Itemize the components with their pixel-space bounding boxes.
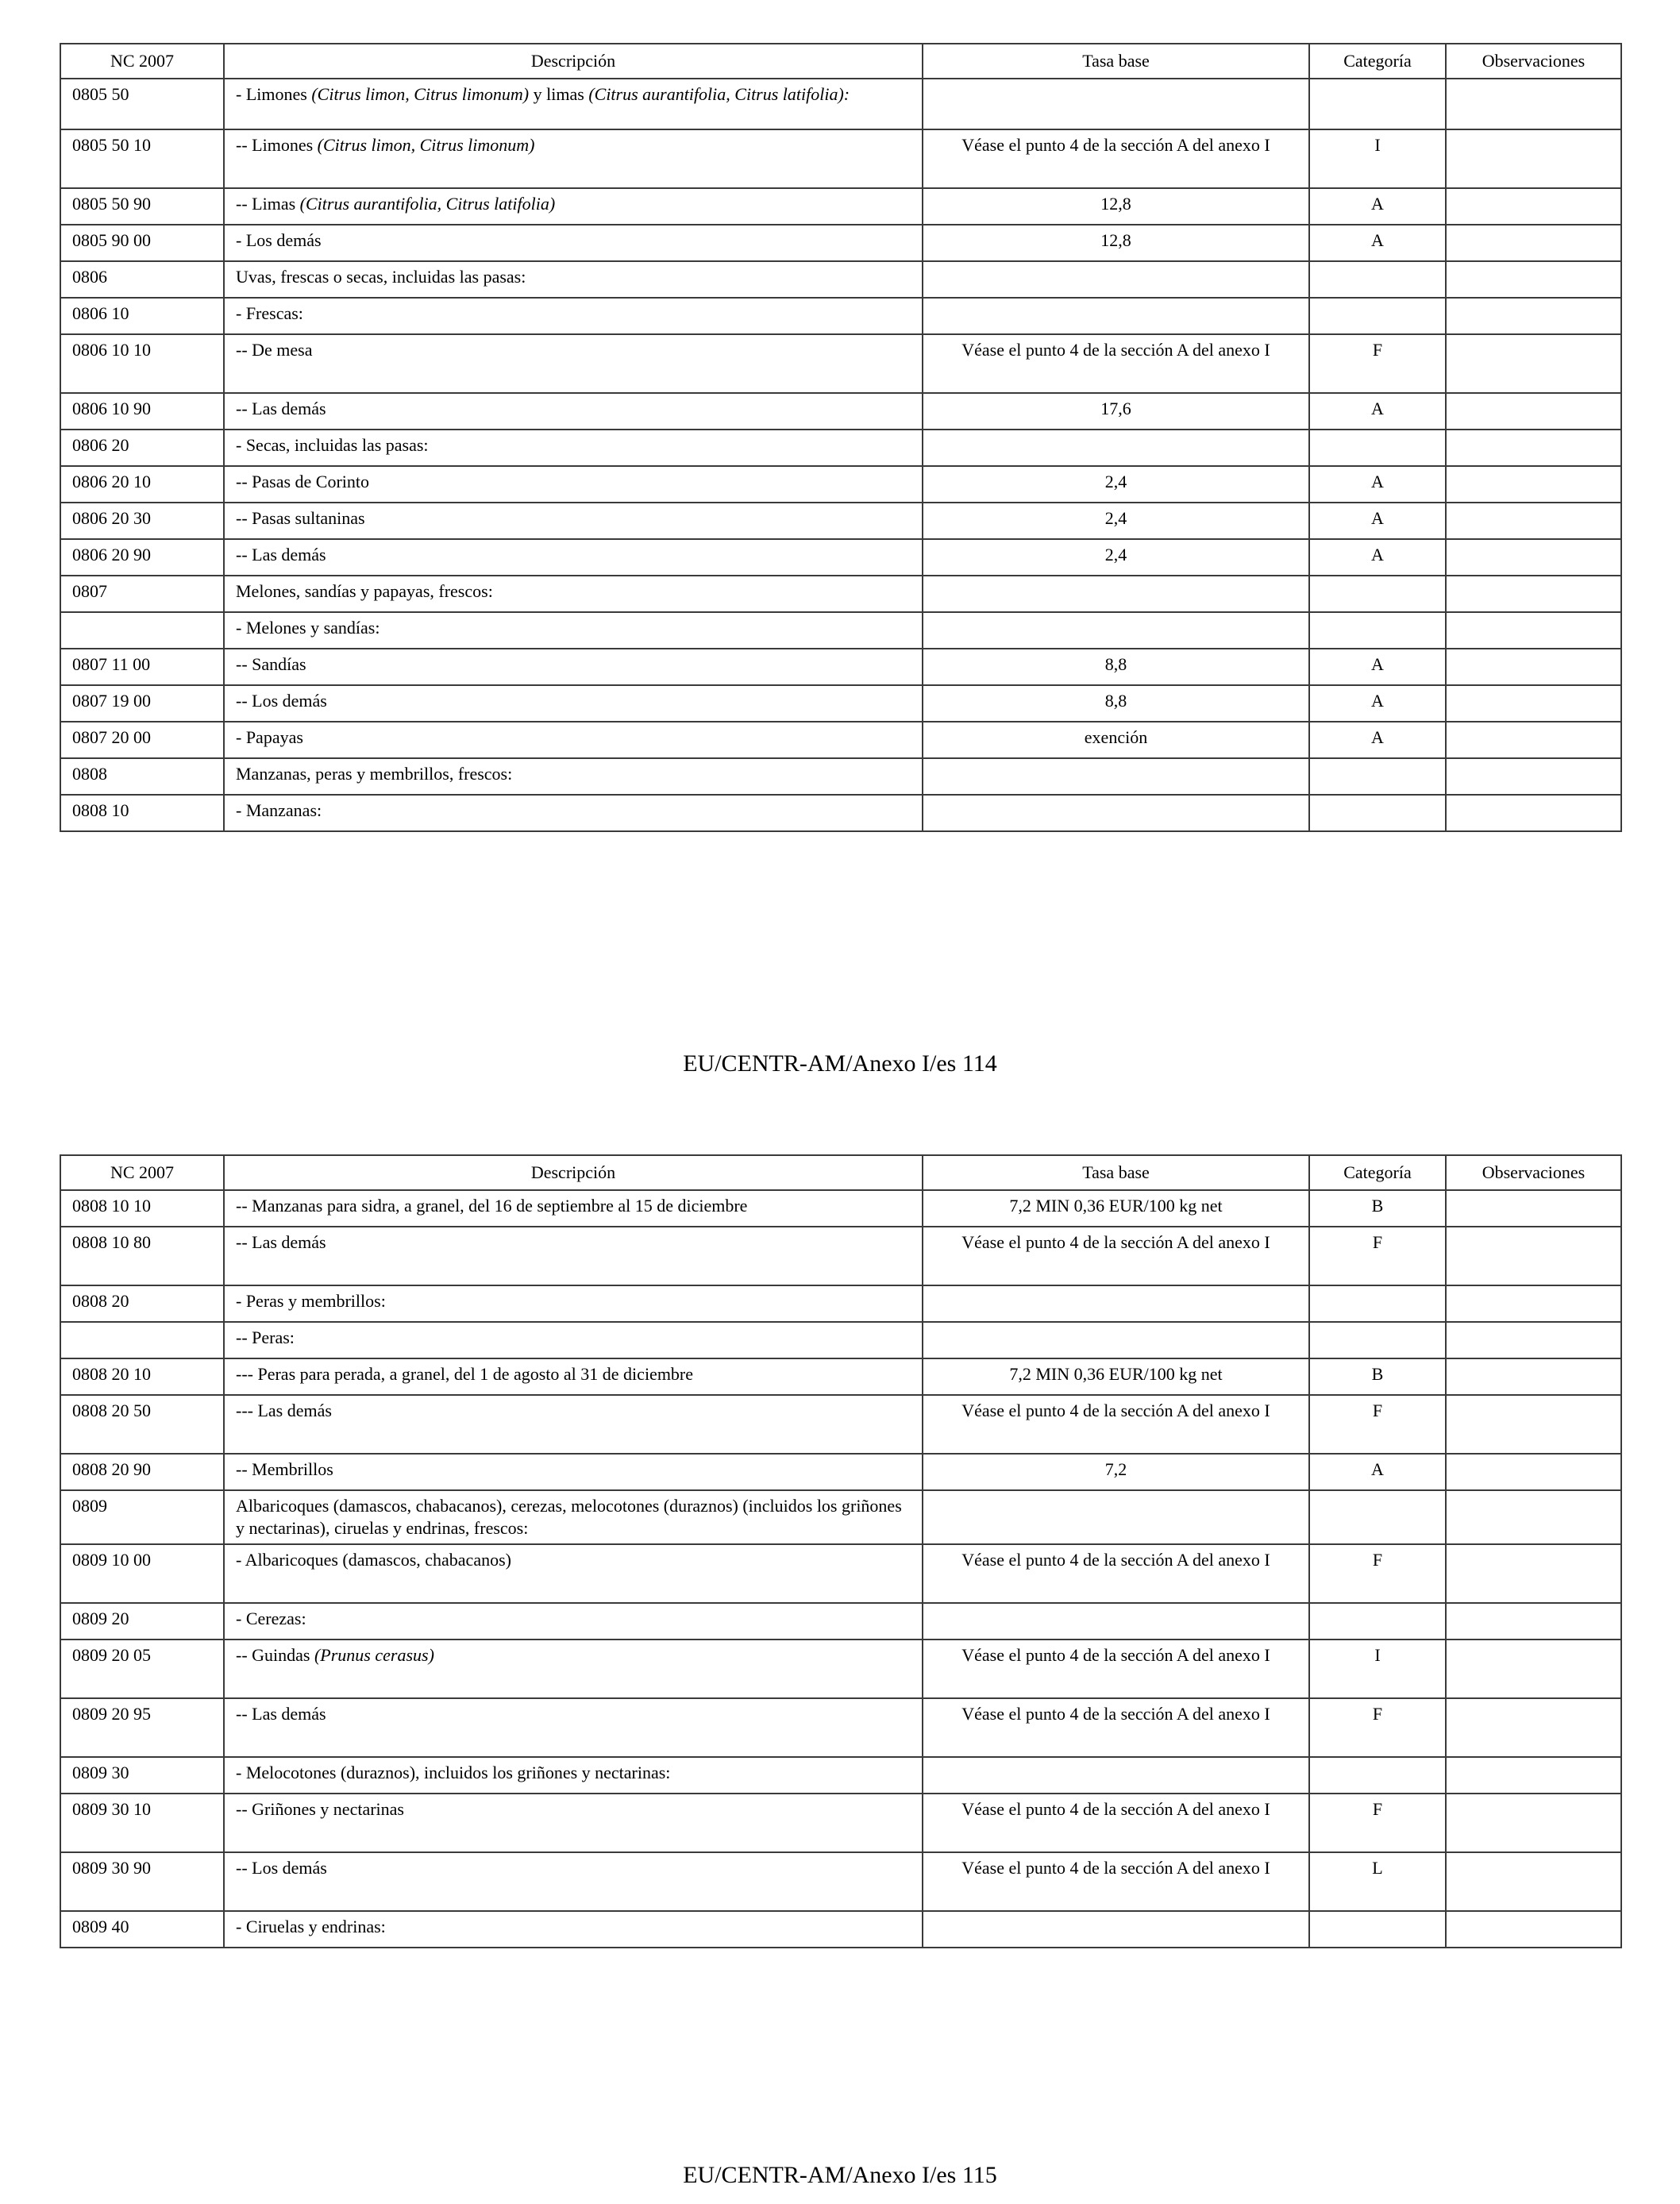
cell-nc-code: 0806 20 <box>60 430 224 466</box>
cell-description <box>224 225 923 261</box>
table-row <box>60 466 1621 503</box>
cell-base-rate: 2,4 <box>923 503 1309 539</box>
cell-observations <box>1446 503 1621 539</box>
cell-category <box>1309 79 1446 129</box>
cell-nc-code: 0807 <box>60 576 224 612</box>
description-text: - Cerezas: <box>236 1609 306 1628</box>
cell-nc-code: 0805 50 10 <box>60 129 224 188</box>
cell-observations <box>1446 1227 1621 1285</box>
cell-observations <box>1446 1395 1621 1454</box>
cell-category: A <box>1309 685 1446 722</box>
cell-base-rate: exención <box>923 722 1309 758</box>
table-row <box>60 393 1621 430</box>
cell-observations <box>1446 1757 1621 1794</box>
description-text: -- Guindas <box>236 1645 314 1665</box>
cell-base-rate: 2,4 <box>923 539 1309 576</box>
cell-description <box>224 1395 923 1454</box>
cell-base-rate: Véase el punto 4 de la sección A del anexo I <box>923 1395 1309 1454</box>
cell-description <box>224 1190 923 1227</box>
cell-category: F <box>1309 1227 1446 1285</box>
cell-category <box>1309 576 1446 612</box>
cell-category: A <box>1309 503 1446 539</box>
cell-base-rate <box>923 1285 1309 1322</box>
description-text: Manzanas, peras y membrillos, frescos: <box>236 764 513 784</box>
description-text: -- Manzanas para sidra, a granel, del 16 de septiembre al 15 de diciembre <box>236 1196 748 1216</box>
cell-category: B <box>1309 1190 1446 1227</box>
cell-base-rate <box>923 576 1309 612</box>
cell-nc-code: 0809 20 <box>60 1603 224 1640</box>
table-row <box>60 649 1621 685</box>
cell-category <box>1309 1911 1446 1948</box>
table-row <box>60 1227 1621 1285</box>
cell-nc-code: 0809 20 95 <box>60 1698 224 1757</box>
cell-description <box>224 612 923 649</box>
cell-category: B <box>1309 1358 1446 1395</box>
table-row <box>60 1490 1621 1544</box>
table-row <box>60 1640 1621 1698</box>
cell-description <box>224 649 923 685</box>
cell-description <box>224 1322 923 1358</box>
description-text: --- Las demás <box>236 1401 332 1420</box>
cell-description <box>224 795 923 831</box>
description-text: Albaricoques (damascos, chabacanos), cerezas, melocotones (duraznos) (incluidos los griñones y nectarinas), ciruelas y endrinas, frescos: <box>236 1496 902 1538</box>
cell-category: F <box>1309 1794 1446 1852</box>
table-row <box>60 188 1621 225</box>
cell-category <box>1309 1490 1446 1544</box>
cell-nc-code: 0808 10 <box>60 795 224 831</box>
cell-observations <box>1446 758 1621 795</box>
description-text: --- Peras para perada, a granel, del 1 de agosto al 31 de diciembre <box>236 1364 694 1384</box>
table-row <box>60 129 1621 188</box>
description-text: - Los demás <box>236 230 322 250</box>
header-description: Descripción <box>224 44 923 79</box>
cell-nc-code: 0808 10 80 <box>60 1227 224 1285</box>
cell-description <box>224 722 923 758</box>
description-text: - Melocotones (duraznos), incluidos los griñones y nectarinas: <box>236 1763 671 1782</box>
table-row <box>60 79 1621 129</box>
header-observations: Observaciones <box>1446 44 1621 79</box>
cell-category: I <box>1309 1640 1446 1698</box>
cell-observations <box>1446 1640 1621 1698</box>
cell-nc-code: 0809 30 10 <box>60 1794 224 1852</box>
cell-base-rate: 7,2 <box>923 1454 1309 1490</box>
cell-category: A <box>1309 1454 1446 1490</box>
description-text: Uvas, frescas o secas, incluidas las pasas: <box>236 267 526 287</box>
cell-base-rate <box>923 298 1309 334</box>
cell-nc-code: 0809 20 05 <box>60 1640 224 1698</box>
cell-observations <box>1446 722 1621 758</box>
cell-observations <box>1446 79 1621 129</box>
description-text: -- Griñones y nectarinas <box>236 1799 404 1819</box>
cell-observations <box>1446 1322 1621 1358</box>
description-text: Melones, sandías y papayas, frescos: <box>236 581 493 601</box>
cell-description <box>224 129 923 188</box>
table-row <box>60 298 1621 334</box>
cell-category: L <box>1309 1852 1446 1911</box>
cell-observations <box>1446 1794 1621 1852</box>
table-row <box>60 225 1621 261</box>
cell-description <box>224 1490 923 1544</box>
cell-description <box>224 334 923 393</box>
cell-nc-code <box>60 612 224 649</box>
header-category: Categoría <box>1309 1155 1446 1190</box>
table-row <box>60 539 1621 576</box>
description-text: - Secas, incluidas las pasas: <box>236 435 429 455</box>
cell-description <box>224 79 923 129</box>
cell-observations <box>1446 1358 1621 1395</box>
page-footer: EU/CENTR-AM/Anexo I/es 115 <box>683 2162 997 2188</box>
cell-description <box>224 1454 923 1490</box>
cell-base-rate <box>923 1603 1309 1640</box>
description-text: -- Sandías <box>236 654 306 674</box>
cell-base-rate <box>923 1322 1309 1358</box>
description-text: - Albaricoques (damascos, chabacanos) <box>236 1550 511 1570</box>
header-observations: Observaciones <box>1446 1155 1621 1190</box>
cell-category: F <box>1309 1698 1446 1757</box>
cell-description <box>224 1852 923 1911</box>
cell-nc-code <box>60 1322 224 1358</box>
cell-base-rate <box>923 1490 1309 1544</box>
cell-description <box>224 576 923 612</box>
description-text: - Papayas <box>236 727 303 747</box>
cell-nc-code: 0809 <box>60 1490 224 1544</box>
cell-nc-code: 0806 10 90 <box>60 393 224 430</box>
cell-base-rate: Véase el punto 4 de la sección A del anexo I <box>923 1698 1309 1757</box>
cell-description <box>224 1757 923 1794</box>
cell-base-rate <box>923 795 1309 831</box>
cell-observations <box>1446 188 1621 225</box>
description-text: -- Las demás <box>236 1232 326 1252</box>
cell-nc-code: 0808 20 50 <box>60 1395 224 1454</box>
table-row <box>60 1322 1621 1358</box>
table-row <box>60 1358 1621 1395</box>
cell-observations <box>1446 430 1621 466</box>
cell-observations <box>1446 685 1621 722</box>
header-rate: Tasa base <box>923 1155 1309 1190</box>
cell-category <box>1309 758 1446 795</box>
cell-base-rate: Véase el punto 4 de la sección A del anexo I <box>923 1544 1309 1603</box>
cell-category <box>1309 298 1446 334</box>
table-row <box>60 1698 1621 1757</box>
tariff-table <box>60 1154 1622 1948</box>
cell-category: A <box>1309 393 1446 430</box>
cell-observations <box>1446 649 1621 685</box>
cell-base-rate: 12,8 <box>923 188 1309 225</box>
cell-category: A <box>1309 188 1446 225</box>
cell-base-rate: Véase el punto 4 de la sección A del anexo I <box>923 1640 1309 1698</box>
table-row <box>60 1603 1621 1640</box>
cell-category <box>1309 1285 1446 1322</box>
cell-category: A <box>1309 466 1446 503</box>
cell-base-rate <box>923 1911 1309 1948</box>
cell-description <box>224 1603 923 1640</box>
cell-category <box>1309 261 1446 298</box>
cell-observations <box>1446 1603 1621 1640</box>
description-text: - Peras y membrillos: <box>236 1291 386 1311</box>
cell-nc-code: 0806 10 <box>60 298 224 334</box>
table-row <box>60 1757 1621 1794</box>
cell-nc-code: 0805 50 <box>60 79 224 129</box>
cell-nc-code: 0809 40 <box>60 1911 224 1948</box>
table-row <box>60 1544 1621 1603</box>
cell-nc-code: 0806 10 10 <box>60 334 224 393</box>
cell-description <box>224 393 923 430</box>
cell-observations <box>1446 1911 1621 1948</box>
cell-description <box>224 539 923 576</box>
cell-base-rate <box>923 261 1309 298</box>
cell-observations <box>1446 129 1621 188</box>
cell-description <box>224 1698 923 1757</box>
table-row <box>60 795 1621 831</box>
table-header-row <box>60 1155 1621 1190</box>
cell-nc-code: 0808 20 90 <box>60 1454 224 1490</box>
cell-category <box>1309 1322 1446 1358</box>
table-row <box>60 1794 1621 1852</box>
cell-description <box>224 430 923 466</box>
cell-observations <box>1446 1490 1621 1544</box>
cell-category: F <box>1309 1395 1446 1454</box>
header-nc: NC 2007 <box>60 44 224 79</box>
header-rate: Tasa base <box>923 44 1309 79</box>
table-row <box>60 1454 1621 1490</box>
cell-nc-code: 0809 10 00 <box>60 1544 224 1603</box>
cell-category <box>1309 795 1446 831</box>
page-footer: EU/CENTR-AM/Anexo I/es 114 <box>683 1050 997 1077</box>
cell-base-rate: Véase el punto 4 de la sección A del anexo I <box>923 1852 1309 1911</box>
table-row <box>60 1395 1621 1454</box>
description-text: y limas <box>529 84 589 104</box>
cell-base-rate: Véase el punto 4 de la sección A del anexo I <box>923 1794 1309 1852</box>
cell-observations <box>1446 539 1621 576</box>
cell-nc-code: 0805 50 90 <box>60 188 224 225</box>
description-text: -- Las demás <box>236 545 326 564</box>
cell-nc-code: 0807 11 00 <box>60 649 224 685</box>
scientific-name: (Citrus aurantifolia, Citrus latifolia): <box>588 84 850 104</box>
cell-description <box>224 1285 923 1322</box>
cell-nc-code: 0809 30 90 <box>60 1852 224 1911</box>
table-row <box>60 1911 1621 1948</box>
cell-nc-code: 0806 20 10 <box>60 466 224 503</box>
description-text: - Limones <box>236 84 312 104</box>
description-text: -- Limones <box>236 135 318 155</box>
cell-nc-code: 0808 <box>60 758 224 795</box>
cell-base-rate <box>923 758 1309 795</box>
scientific-name: (Citrus limon, Citrus limonum) <box>311 84 530 104</box>
cell-nc-code: 0808 20 <box>60 1285 224 1322</box>
cell-base-rate: 17,6 <box>923 393 1309 430</box>
description-text: -- Membrillos <box>236 1459 333 1479</box>
cell-description <box>224 758 923 795</box>
description-text: - Melones y sandías: <box>236 618 380 638</box>
cell-description <box>224 685 923 722</box>
table-row <box>60 685 1621 722</box>
cell-base-rate: 12,8 <box>923 225 1309 261</box>
cell-observations <box>1446 1544 1621 1603</box>
cell-base-rate <box>923 430 1309 466</box>
cell-base-rate: Véase el punto 4 de la sección A del anexo I <box>923 129 1309 188</box>
description-text: -- Los demás <box>236 691 327 711</box>
header-category: Categoría <box>1309 44 1446 79</box>
table-header-row <box>60 44 1621 79</box>
cell-base-rate: 7,2 MIN 0,36 EUR/100 kg net <box>923 1358 1309 1395</box>
cell-description <box>224 1544 923 1603</box>
cell-base-rate <box>923 79 1309 129</box>
cell-nc-code: 0808 10 10 <box>60 1190 224 1227</box>
header-nc: NC 2007 <box>60 1155 224 1190</box>
cell-category <box>1309 612 1446 649</box>
cell-description <box>224 298 923 334</box>
scientific-name: (Citrus limon, Citrus limonum) <box>317 135 535 155</box>
cell-observations <box>1446 466 1621 503</box>
header-description: Descripción <box>224 1155 923 1190</box>
cell-category <box>1309 1757 1446 1794</box>
cell-description <box>224 1640 923 1698</box>
cell-observations <box>1446 1285 1621 1322</box>
table-row <box>60 1190 1621 1227</box>
cell-category: F <box>1309 1544 1446 1603</box>
cell-category: I <box>1309 129 1446 188</box>
cell-observations <box>1446 576 1621 612</box>
cell-description <box>224 466 923 503</box>
description-text: -- Pasas de Corinto <box>236 472 370 491</box>
cell-nc-code: 0806 <box>60 261 224 298</box>
description-text: -- Los demás <box>236 1858 327 1878</box>
table-row <box>60 1852 1621 1911</box>
cell-category: F <box>1309 334 1446 393</box>
cell-observations <box>1446 225 1621 261</box>
table-row <box>60 334 1621 393</box>
cell-observations <box>1446 393 1621 430</box>
description-text: -- Limas <box>236 194 300 214</box>
cell-observations <box>1446 1852 1621 1911</box>
cell-category: A <box>1309 649 1446 685</box>
cell-base-rate: Véase el punto 4 de la sección A del anexo I <box>923 1227 1309 1285</box>
table-row <box>60 1285 1621 1322</box>
cell-description <box>224 503 923 539</box>
tariff-table <box>60 43 1622 832</box>
cell-nc-code: 0805 90 00 <box>60 225 224 261</box>
cell-observations <box>1446 261 1621 298</box>
cell-category: A <box>1309 225 1446 261</box>
cell-base-rate: 8,8 <box>923 649 1309 685</box>
cell-category: A <box>1309 722 1446 758</box>
table-row <box>60 261 1621 298</box>
table-row <box>60 612 1621 649</box>
description-text: -- Las demás <box>236 399 326 418</box>
cell-description <box>224 1358 923 1395</box>
cell-base-rate: 7,2 MIN 0,36 EUR/100 kg net <box>923 1190 1309 1227</box>
cell-category <box>1309 430 1446 466</box>
table-row <box>60 430 1621 466</box>
scientific-name: (Prunus cerasus) <box>314 1645 434 1665</box>
cell-nc-code: 0809 30 <box>60 1757 224 1794</box>
table-row <box>60 758 1621 795</box>
cell-category: A <box>1309 539 1446 576</box>
description-text: -- Peras: <box>236 1327 295 1347</box>
cell-description <box>224 1794 923 1852</box>
cell-observations <box>1446 1698 1621 1757</box>
cell-nc-code: 0807 19 00 <box>60 685 224 722</box>
cell-observations <box>1446 298 1621 334</box>
cell-description <box>224 1911 923 1948</box>
cell-observations <box>1446 334 1621 393</box>
cell-observations <box>1446 1454 1621 1490</box>
cell-category <box>1309 1603 1446 1640</box>
table-row <box>60 576 1621 612</box>
cell-observations <box>1446 795 1621 831</box>
table-row <box>60 503 1621 539</box>
cell-base-rate: 2,4 <box>923 466 1309 503</box>
description-text: -- De mesa <box>236 340 313 360</box>
cell-description <box>224 1227 923 1285</box>
cell-base-rate: 8,8 <box>923 685 1309 722</box>
cell-description <box>224 188 923 225</box>
description-text: - Manzanas: <box>236 800 322 820</box>
description-text: -- Las demás <box>236 1704 326 1724</box>
cell-observations <box>1446 1190 1621 1227</box>
description-text: - Ciruelas y endrinas: <box>236 1917 386 1936</box>
cell-observations <box>1446 612 1621 649</box>
cell-nc-code: 0808 20 10 <box>60 1358 224 1395</box>
table-row <box>60 722 1621 758</box>
cell-description <box>224 261 923 298</box>
cell-nc-code: 0806 20 30 <box>60 503 224 539</box>
cell-base-rate <box>923 1757 1309 1794</box>
scientific-name: (Citrus aurantifolia, Citrus latifolia) <box>299 194 556 214</box>
cell-nc-code: 0807 20 00 <box>60 722 224 758</box>
cell-base-rate <box>923 612 1309 649</box>
description-text: -- Pasas sultaninas <box>236 508 365 528</box>
description-text: - Frescas: <box>236 303 303 323</box>
cell-nc-code: 0806 20 90 <box>60 539 224 576</box>
cell-base-rate: Véase el punto 4 de la sección A del anexo I <box>923 334 1309 393</box>
